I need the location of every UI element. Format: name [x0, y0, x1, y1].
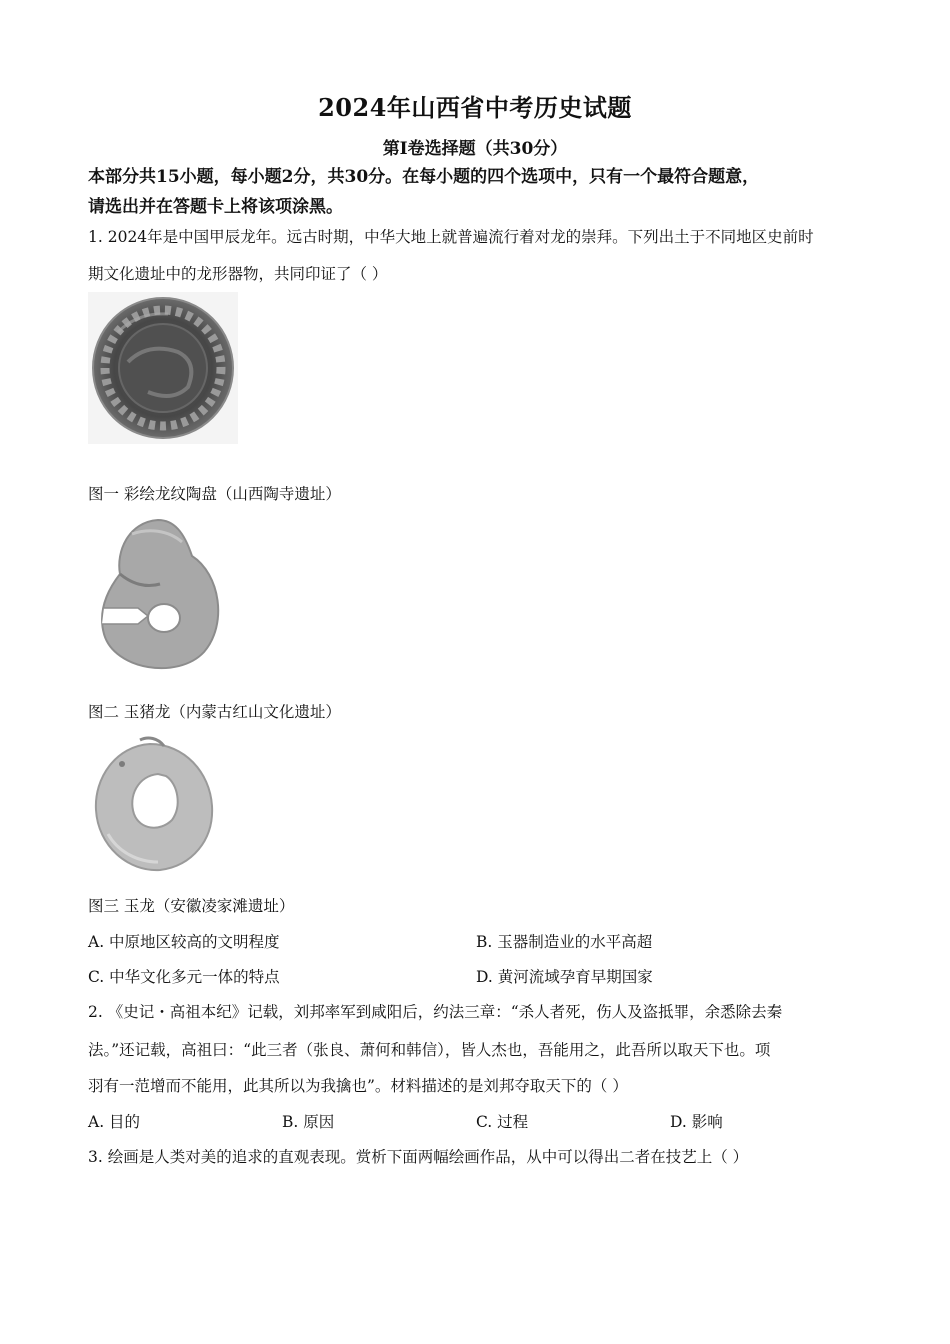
jade-dragon-image — [88, 734, 218, 878]
q1-option-b: B. 玉器制造业的水平高超 — [476, 933, 653, 951]
instruction-line-2: 请选出并在答题卡上将该项涂黑。 — [88, 197, 343, 217]
page-title: 2024年山西省中考历史试题 — [318, 93, 632, 122]
q1-stem-line-2: 期文化遗址中的龙形器物，共同印证了（ ） — [88, 265, 388, 283]
q2-option-a: A. 目的 — [88, 1113, 141, 1131]
q1-option-d: D. 黄河流域孕育早期国家 — [476, 968, 653, 986]
instruction-line-1: 本部分共15小题，每小题2分，共30分。在每小题的四个选项中，只有一个最符合题意， — [88, 167, 760, 187]
q3-stem-line-1: 3. 绘画是人类对美的追求的直观表现。赏析下面两幅绘画作品，从中可以得出二者在技艺上（ ） — [88, 1148, 749, 1166]
q1-option-a: A. 中原地区较高的文明程度 — [88, 933, 280, 951]
figure-3-caption: 图三 玉龙（安徽凌家滩遗址） — [88, 897, 295, 915]
section-heading: 第I卷选择题（共30分） — [382, 139, 568, 159]
q1-option-c: C. 中华文化多元一体的特点 — [88, 968, 280, 986]
q2-stem-line-1: 2. 《史记・高祖本纪》记载，刘邦率军到咸阳后，约法三章：“杀人者死，伤人及盗抵罪，余悉除去秦 — [88, 1003, 783, 1021]
jade-pig-dragon-image — [88, 512, 228, 680]
figure-1-caption: 图一 彩绘龙纹陶盘（山西陶寺遗址） — [88, 485, 341, 503]
q2-option-d: D. 影响 — [670, 1113, 723, 1131]
figure-2-caption: 图二 玉猪龙（内蒙古红山文化遗址） — [88, 703, 341, 721]
q2-option-b: B. 原因 — [282, 1113, 335, 1131]
q2-option-c: C. 过程 — [476, 1113, 529, 1131]
q1-stem-line-1: 1. 2024年是中国甲辰龙年。远古时期，中华大地上就普遍流行着对龙的崇拜。下列出土于不同地区史前时 — [88, 228, 814, 246]
q2-stem-line-3: 羽有一范增而不能用，此其所以为我擒也”。材料描述的是刘邦夺取天下的（ ） — [88, 1077, 628, 1095]
dragon-pottery-plate-image — [88, 292, 238, 444]
q2-stem-line-2: 法。”还记载，高祖曰：“此三者（张良、萧何和韩信），皆人杰也，吾能用之，此吾所以取天下也。项 — [88, 1041, 771, 1059]
